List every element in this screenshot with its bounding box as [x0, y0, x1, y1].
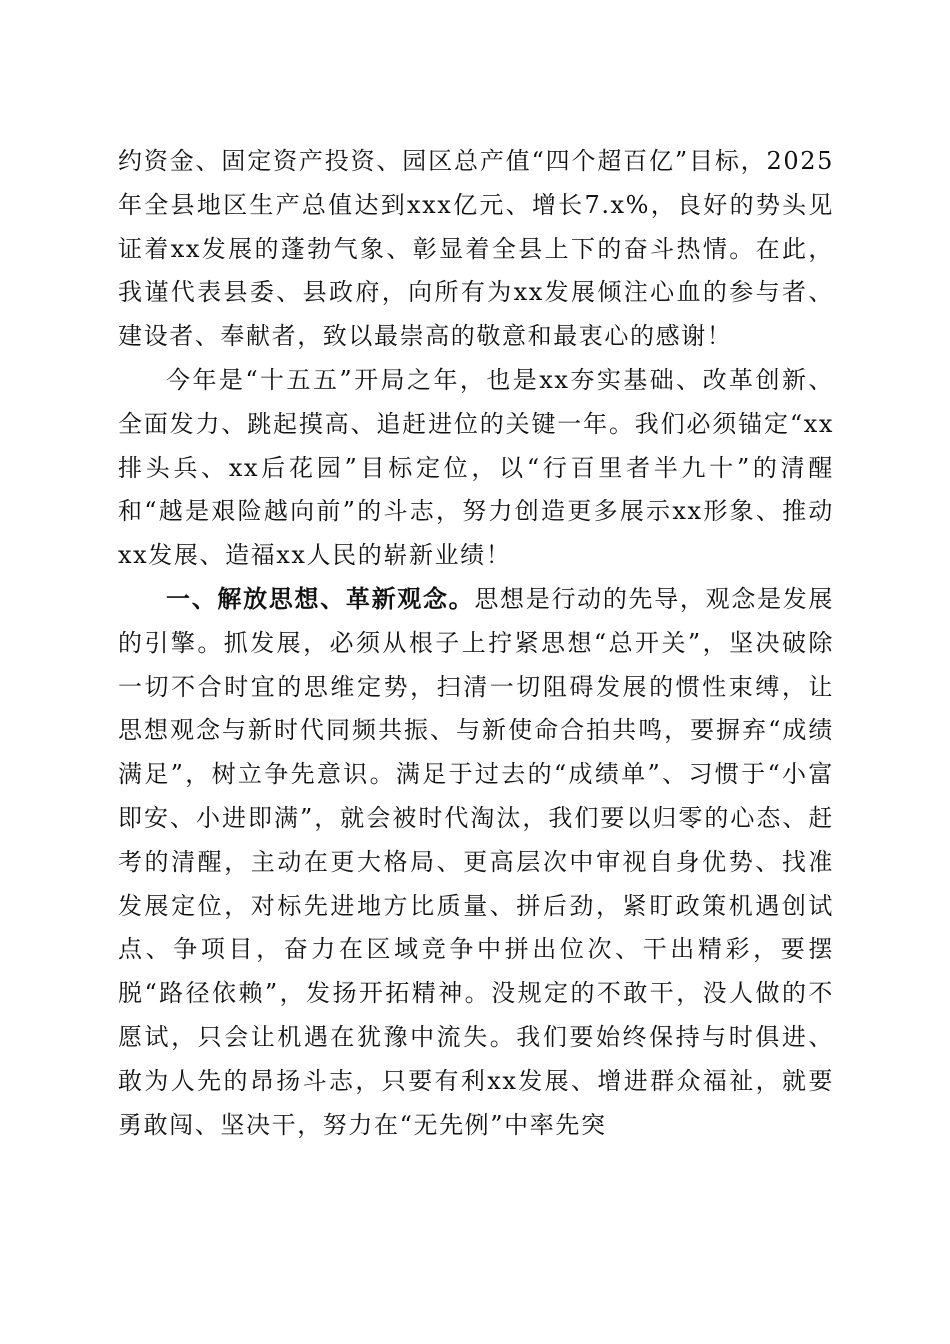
paragraph-text: 今年是“十五五”开局之年，也是xx夯实基础、改革创新、全面发力、跳起摸高、追赶进位的关键一年。我们必须锚定“xx排头兵、xx后花园”目标定位，以“行百里者半九十”的清醒和“越是艰险越向前”的斗志，努力创造更多展示xx形象、推动xx发展、造福xx人民的崭新业绩！ — [118, 365, 834, 570]
paragraph-text: 思想是行动的先导，观念是发展的引擎。抓发展，必须从根子上拧紧思想“总开关”，坚决破除一切不合时宜的思维定势，扫清一切阻碍发展的惯性束缚，让思想观念与新时代同频共振、与新使命合拍共鸣，要摒弃“成绩满足”，树立争先意识。满足于过去的“成绩单”、习惯于“小富即安、小进即满”，就会被时代淘汰，我们要以归零的心态、赶考的清醒，主动在更大格局、更高层次中审视自身优势、找准发展定位，对标先进地方比质量、拼后劲，紧盯政策机遇创试点、争项目，奋力在区域竞争中拼出位次、干出精彩，要摆脱“路径依赖”，发扬开拓精神。没规定的不敢干，没人做的不愿试，只会让机遇在犹豫中流失。我们要始终保持与时俱进、敢为人先的昂扬斗志，只要有利xx发展、增进群众福祉，就要勇敢闯、坚决干，努力在“无先例”中率先突 — [118, 584, 835, 1139]
paragraph-text: 约资金、固定资产投资、园区总产值“四个超百亿”目标，2025年全县地区生产总值达到xxx亿元、增长7.x%，良好的势头见证着xx发展的蓬勃气象、彰显着全县上下的奋斗热情。在此，我谨代表县委、县政府，向所有为xx发展倾注心血的参与者、建设者、奉献者，致以最崇高的敬意和最衷心的感谢！ — [118, 147, 834, 351]
section-heading: 一、解放思想、革新观念。 — [166, 584, 475, 613]
document-body — [118, 140, 834, 1147]
paragraph-opening-year — [118, 359, 834, 578]
paragraph-section-one — [118, 578, 834, 1147]
paragraph-continued — [118, 140, 834, 359]
